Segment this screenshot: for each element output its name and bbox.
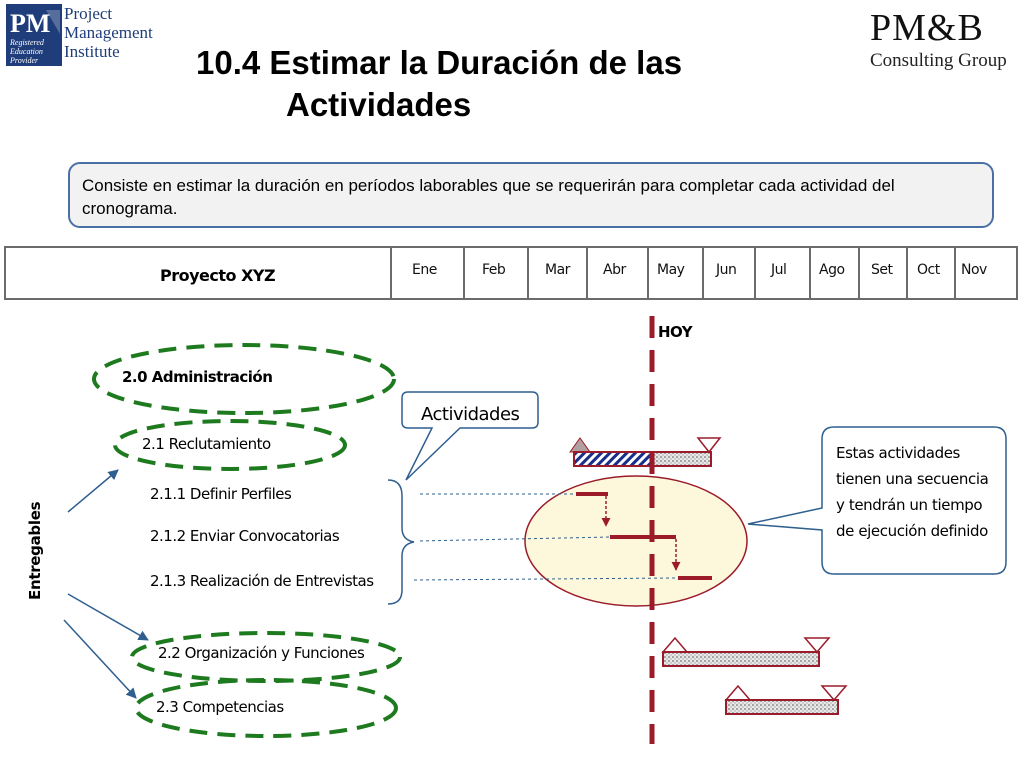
svg-text:PM: PM (10, 9, 51, 38)
organizacion-end-marker (805, 638, 829, 652)
actividades-callout-label: Actividades (421, 404, 520, 425)
description-text: Consiste en estimar la duración en períodos laborables que se requerirán para completar cada actividad del cronograma. (82, 176, 895, 218)
pmi-badge-line-1: Registered (10, 38, 44, 47)
arrow-to-reclutamiento (68, 470, 118, 512)
wbs-competencias: 2.3 Competencias (156, 698, 284, 716)
reclutamiento-progress-bar (574, 452, 652, 466)
month-may: May (657, 262, 685, 278)
pmi-badge-line-3: Provider (10, 56, 39, 65)
month-set: Set (871, 262, 893, 278)
organizacion-bar (663, 652, 819, 666)
gantt-column-separators (391, 248, 955, 300)
competencias-end-marker (822, 686, 846, 700)
month-oct: Oct (917, 262, 940, 278)
activities-timeline-ellipse (525, 476, 747, 606)
sequence-callout-text: Estas actividades tienen una secuencia y tendrán un tiempo de ejecución definido (836, 444, 989, 540)
wbs-organizacion: 2.2 Organización y Funciones (158, 644, 365, 662)
wbs-task-enviar-convocatorias: 2.1.2 Enviar Convocatorias (150, 527, 340, 545)
month-jul: Jul (771, 262, 787, 278)
wbs-administracion: 2.0 Administración (122, 368, 273, 386)
month-mar: Mar (545, 262, 570, 278)
reclutamiento-remaining-bar (652, 452, 711, 466)
entregables-label: Entregables (26, 501, 44, 600)
month-abr: Abr (603, 262, 626, 278)
pmb-logo-title: PM&B (870, 7, 984, 49)
wbs-reclutamiento: 2.1 Reclutamiento (142, 435, 271, 453)
competencias-start-marker (726, 686, 750, 700)
pmb-logo-subtitle: Consulting Group (870, 50, 1007, 71)
organizacion-start-marker (663, 638, 687, 652)
arrow-to-organizacion (68, 594, 148, 640)
reclutamiento-start-marker (570, 438, 590, 452)
competencias-bar (726, 700, 838, 714)
month-jun: Jun (716, 262, 737, 278)
pmi-line-1: Project (64, 4, 113, 23)
project-label: Proyecto XYZ (160, 266, 276, 285)
activities-brace (388, 480, 414, 604)
month-nov: Nov (961, 262, 987, 278)
wbs-task-entrevistas: 2.1.3 Realización de Entrevistas (150, 572, 374, 590)
month-feb: Feb (482, 262, 506, 278)
slide-title-line-1: 10.4 Estimar la Duración de las (196, 44, 683, 81)
month-ago: Ago (819, 262, 845, 278)
pmi-line-2: Management (64, 23, 153, 42)
month-ene: Ene (412, 262, 437, 278)
wbs-task-definir-perfiles: 2.1.1 Definir Perfiles (150, 485, 292, 503)
reclutamiento-end-marker (698, 438, 720, 452)
slide-title-line-2: Actividades (286, 86, 472, 123)
pmi-badge-line-2: Education (10, 47, 43, 56)
pmi-line-3: Institute (64, 42, 120, 61)
today-label: HOY (658, 323, 693, 341)
arrow-to-competencias (64, 620, 136, 698)
